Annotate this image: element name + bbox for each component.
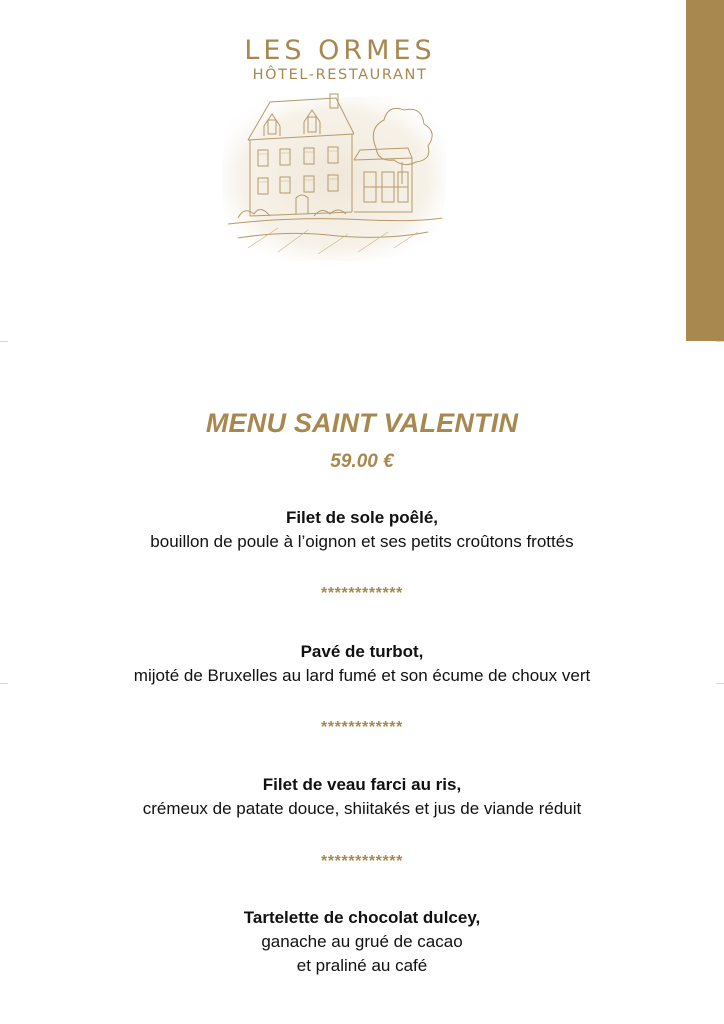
course-name: Filet de sole poêlé,: [285, 508, 439, 527]
course-entree: [0, 506, 724, 554]
hotel-sketch-illustration: [218, 88, 450, 268]
course-name: Pavé de turbot,: [300, 642, 424, 661]
brand-subtitle: HÔTEL-RESTAURANT: [252, 67, 428, 83]
fold-mark: [716, 341, 724, 342]
separator: ************: [321, 585, 403, 602]
course-name: Filet de veau farci au ris,: [262, 775, 462, 794]
brand-name: LES ORMES: [244, 35, 436, 66]
menu-title: MENU SAINT VALENTIN: [205, 408, 519, 438]
course-description: ganache au grué de cacao: [261, 932, 463, 951]
course-fish: [0, 640, 724, 688]
course-name: Tartelette de chocolat dulcey,: [243, 908, 481, 927]
gold-side-bar: [686, 0, 724, 341]
course-description: et praliné au café: [296, 956, 428, 975]
course-main: [0, 773, 724, 821]
menu-price: 59.00 €: [330, 451, 394, 472]
course-description: crémeux de patate douce, shiitakés et jus de viande réduit: [142, 799, 582, 818]
course-description: bouillon de poule à l’oignon et ses petits croûtons frottés: [150, 532, 574, 551]
hotel-logo: [190, 36, 490, 84]
course-dessert: [0, 906, 724, 978]
separator: ************: [321, 719, 403, 736]
fold-mark: [0, 341, 8, 342]
separator: ************: [321, 853, 403, 870]
course-description: mijoté de Bruxelles au lard fumé et son écume de choux vert: [133, 666, 591, 685]
